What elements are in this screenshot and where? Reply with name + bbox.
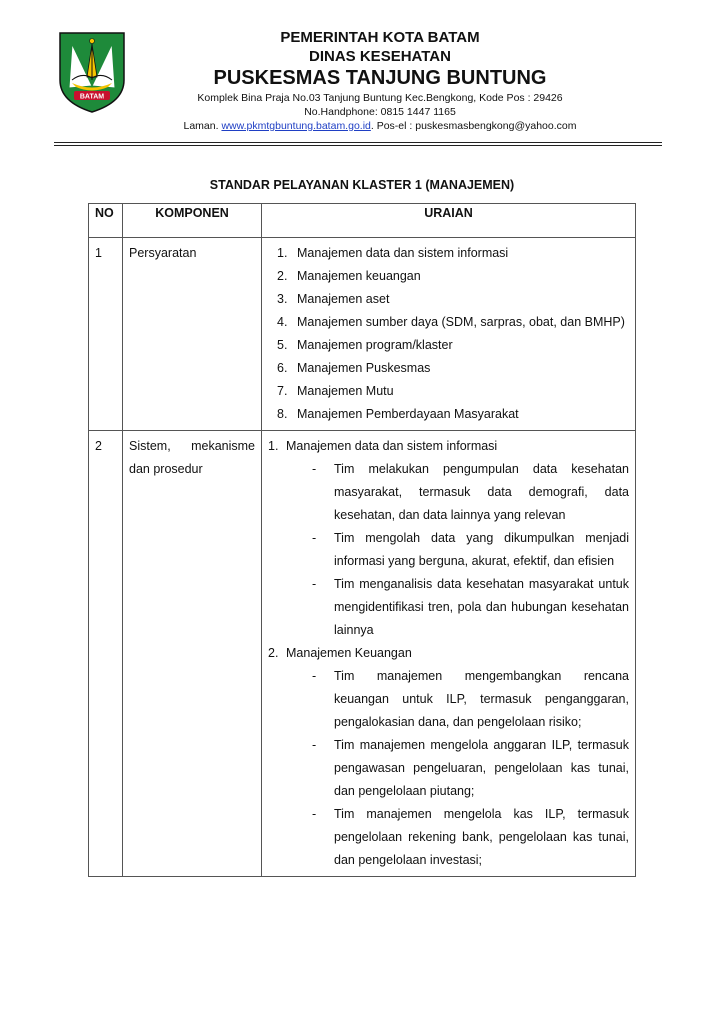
row-number: 2 bbox=[89, 431, 123, 877]
table-header-row bbox=[89, 204, 636, 238]
contact-line bbox=[160, 119, 600, 133]
point-item bbox=[312, 803, 629, 872]
dash-marker: - bbox=[312, 462, 317, 476]
list-text: Manajemen data dan sistem informasi bbox=[297, 246, 509, 260]
header-komponen: KOMPONEN bbox=[123, 204, 262, 238]
point-text: Tim menganalisis data kesehatan masyarakat untuk mengidentifikasi tren, pola dan hubungan kesehatan lainnya bbox=[334, 577, 629, 637]
list-number: 7. bbox=[277, 384, 288, 398]
dash-marker: - bbox=[312, 807, 317, 821]
description-cell bbox=[262, 431, 636, 877]
list-text: Manajemen program/klaster bbox=[297, 338, 453, 352]
list-item bbox=[268, 403, 629, 426]
header-uraian: URAIAN bbox=[262, 204, 636, 238]
list-number: 3. bbox=[277, 292, 288, 306]
list-number: 5. bbox=[277, 338, 288, 352]
list-text: Manajemen Mutu bbox=[297, 384, 394, 398]
section-number: 2. bbox=[268, 646, 279, 660]
list-text: Manajemen sumber daya (SDM, sarpras, obat, dan BMHP) bbox=[297, 315, 625, 329]
header-no: NO bbox=[89, 204, 123, 238]
list-number: 2. bbox=[277, 269, 288, 283]
logo-text: BATAM bbox=[79, 93, 105, 101]
list-number: 4. bbox=[277, 315, 288, 329]
institution-name: PUSKESMAS TANJUNG BUNTUNG bbox=[213, 67, 547, 89]
letterhead-divider-second bbox=[54, 145, 662, 146]
point-text: Tim manajemen mengelola anggaran ILP, termasuk pengawasan pengeluaran, pengelolaan kas tunai, dan pengelolaan piutang; bbox=[334, 738, 629, 798]
department-name: DINAS KESEHATAN bbox=[309, 48, 451, 65]
component-name: Sistem, mekanisme dan prosedur bbox=[123, 431, 262, 877]
phone-line: No.Handphone: 0815 1447 1165 bbox=[304, 106, 456, 118]
letterhead-divider bbox=[54, 142, 662, 143]
list-text: Manajemen Puskesmas bbox=[297, 361, 431, 375]
list-item bbox=[268, 242, 629, 265]
list-item bbox=[268, 265, 629, 288]
point-list bbox=[312, 458, 629, 642]
point-item bbox=[312, 573, 629, 642]
component-name: Persyaratan bbox=[123, 238, 262, 431]
row-number: 1 bbox=[89, 238, 123, 431]
point-item bbox=[312, 458, 629, 527]
section-heading: Manajemen Keuangan bbox=[286, 646, 412, 660]
list-item bbox=[268, 311, 629, 334]
section-heading: Manajemen data dan sistem informasi bbox=[286, 439, 498, 453]
point-text: Tim melakukan pengumpulan data kesehatan masyarakat, termasuk data demografi, data kesehatan, dan data lainnya yang relevan bbox=[334, 462, 629, 522]
address-line: Komplek Bina Praja No.03 Tanjung Buntung Kec.Bengkong, Kode Pos : 29426 bbox=[197, 92, 563, 104]
table-row bbox=[89, 238, 636, 431]
point-item bbox=[312, 527, 629, 573]
point-item bbox=[312, 734, 629, 803]
description-cell bbox=[262, 238, 636, 431]
list-item bbox=[268, 334, 629, 357]
dash-marker: - bbox=[312, 738, 317, 752]
point-text: Tim manajemen mengembangkan rencana keuangan untuk ILP, termasuk penganggaran, pengalokasian dana, dan pengelolaan risiko; bbox=[334, 669, 629, 729]
letterhead-text bbox=[160, 28, 600, 133]
table-row bbox=[89, 431, 636, 877]
list-item bbox=[268, 357, 629, 380]
dash-marker: - bbox=[312, 577, 317, 591]
list-item bbox=[268, 288, 629, 311]
section-number: 1. bbox=[268, 439, 279, 453]
list-text: Manajemen aset bbox=[297, 292, 390, 306]
list-number: 8. bbox=[277, 407, 288, 421]
web-label: Laman. bbox=[183, 120, 222, 132]
point-text: Tim mengolah data yang dikumpulkan menjadi informasi yang berguna, akurat, efektif, dan efisien bbox=[334, 531, 629, 568]
point-text: Tim manajemen mengelola kas ILP, termasuk pengelolaan rekening bank, pengelolaan kas tunai, dan pengelolaan investasi; bbox=[334, 807, 629, 867]
document-title: STANDAR PELAYANAN KLASTER 1 (MANAJEMEN) bbox=[209, 178, 515, 192]
point-item bbox=[312, 665, 629, 734]
letterhead bbox=[0, 0, 724, 150]
list-text: Manajemen keuangan bbox=[297, 269, 421, 283]
procedure-list bbox=[268, 435, 629, 872]
requirements-list bbox=[268, 242, 629, 426]
point-list bbox=[312, 665, 629, 872]
government-name: PEMERINTAH KOTA BATAM bbox=[280, 29, 480, 46]
dash-marker: - bbox=[312, 531, 317, 545]
list-text: Manajemen Pemberdayaan Masyarakat bbox=[297, 407, 519, 421]
dash-marker: - bbox=[312, 669, 317, 683]
procedure-section bbox=[268, 642, 629, 872]
list-number: 6. bbox=[277, 361, 288, 375]
list-item bbox=[268, 380, 629, 403]
procedure-section bbox=[268, 435, 629, 642]
service-standard-table bbox=[88, 203, 636, 877]
email-text: . Pos-el : puskesmasbengkong@yahoo.com bbox=[370, 120, 577, 132]
website-link[interactable]: www.pkmtgbuntung.batam.go.id bbox=[221, 120, 371, 132]
list-number: 1. bbox=[277, 246, 288, 260]
batam-city-logo bbox=[56, 30, 128, 114]
